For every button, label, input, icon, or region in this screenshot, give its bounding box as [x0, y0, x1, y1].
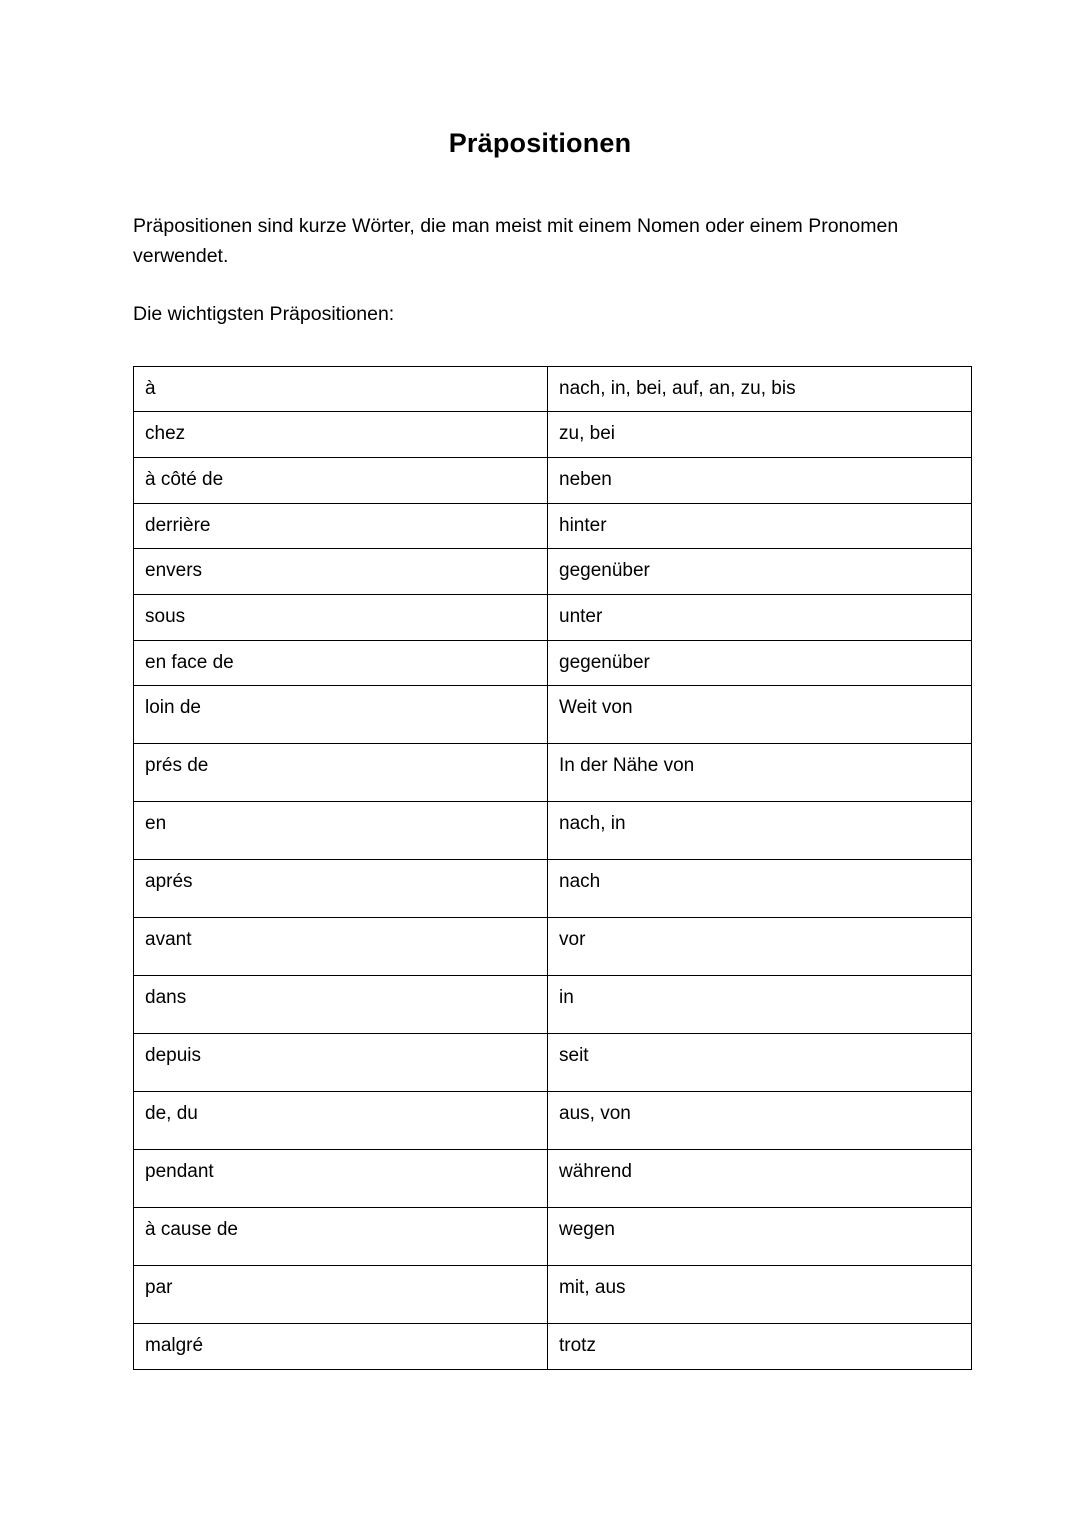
- intro-paragraph: Präpositionen sind kurze Wörter, die man meist mit einem Nomen oder einem Pronomen verwendet.: [133, 215, 899, 268]
- table-row: [134, 802, 972, 860]
- table-cell-french: de, du: [134, 1092, 548, 1150]
- table-cell-french: aprés: [134, 860, 548, 918]
- table-cell-french: malgré: [134, 1324, 548, 1370]
- table-cell-german: hinter: [548, 503, 972, 549]
- table-row: [134, 918, 972, 976]
- table-cell-french: depuis: [134, 1034, 548, 1092]
- table-cell-french: prés de: [134, 744, 548, 802]
- table-cell-french: avant: [134, 918, 548, 976]
- table-row: [134, 503, 972, 549]
- table-cell-german: nach, in: [548, 802, 972, 860]
- table-cell-french: par: [134, 1266, 548, 1324]
- table-row: [134, 549, 972, 595]
- table-row: [134, 1092, 972, 1150]
- prepositions-table: [133, 366, 972, 1371]
- table-cell-german: aus, von: [548, 1092, 972, 1150]
- table-cell-french: chez: [134, 412, 548, 458]
- table-row: [134, 1150, 972, 1208]
- table-cell-german: zu, bei: [548, 412, 972, 458]
- table-cell-german: unter: [548, 595, 972, 641]
- table-cell-german: wegen: [548, 1208, 972, 1266]
- table-cell-german: trotz: [548, 1324, 972, 1370]
- table-row: [134, 1266, 972, 1324]
- table-cell-french: à cause de: [134, 1208, 548, 1266]
- table-cell-german: gegenüber: [548, 549, 972, 595]
- table-cell-french: sous: [134, 595, 548, 641]
- table-row: [134, 1034, 972, 1092]
- table-cell-german: In der Nähe von: [548, 744, 972, 802]
- table-row: [134, 1324, 972, 1370]
- table-cell-french: en: [134, 802, 548, 860]
- table-cell-french: à: [134, 366, 548, 412]
- document-body: [132, 211, 948, 1370]
- table-cell-german: neben: [548, 458, 972, 504]
- table-row: [134, 366, 972, 412]
- table-row: [134, 744, 972, 802]
- table-cell-german: in: [548, 976, 972, 1034]
- prepositions-table-body: [134, 366, 972, 1370]
- table-row: [134, 640, 972, 686]
- table-row: [134, 686, 972, 744]
- table-cell-german: seit: [548, 1034, 972, 1092]
- table-cell-french: pendant: [134, 1150, 548, 1208]
- table-cell-french: en face de: [134, 640, 548, 686]
- table-cell-german: während: [548, 1150, 972, 1208]
- table-row: [134, 976, 972, 1034]
- table-cell-german: nach, in, bei, auf, an, zu, bis: [548, 366, 972, 412]
- table-row: [134, 412, 972, 458]
- table-cell-french: loin de: [134, 686, 548, 744]
- table-cell-french: envers: [134, 549, 548, 595]
- table-cell-french: dans: [134, 976, 548, 1034]
- table-cell-german: gegenüber: [548, 640, 972, 686]
- list-lead-in-paragraph: Die wichtigsten Präpositionen:: [133, 303, 395, 326]
- table-cell-german: nach: [548, 860, 972, 918]
- table-row: [134, 860, 972, 918]
- table-cell-german: Weit von: [548, 686, 972, 744]
- table-row: [134, 458, 972, 504]
- table-cell-german: mit, aus: [548, 1266, 972, 1324]
- table-cell-french: à côté de: [134, 458, 548, 504]
- table-cell-german: vor: [548, 918, 972, 976]
- table-cell-french: derrière: [134, 503, 548, 549]
- table-row: [134, 595, 972, 641]
- table-row: [134, 1208, 972, 1266]
- page-title: Präpositionen: [448, 128, 632, 158]
